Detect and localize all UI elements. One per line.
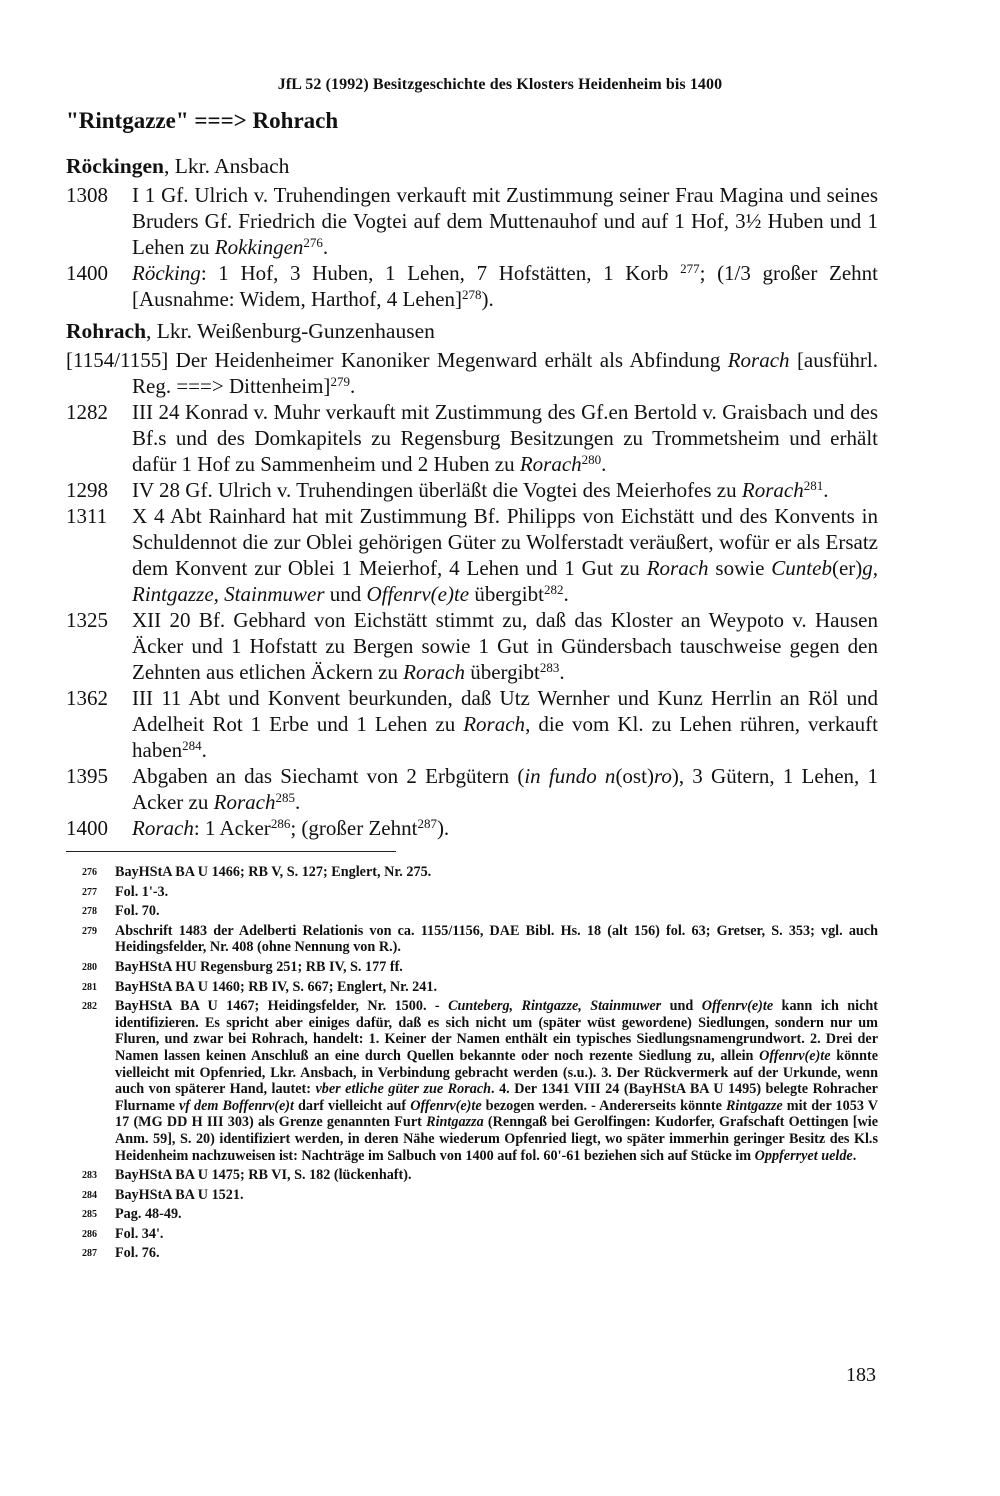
running-head: JfL 52 (1992) Besitzgeschichte des Klosters Heidenheim bis 1400 (277, 76, 723, 93)
footnote-text: darf vielleicht auf (293, 1097, 411, 1114)
footnote-number: 285 (82, 1209, 97, 1221)
footnote-text: (Renngaß bei Gerolfingen: Kudorfer, Grafschaft Oettingen [wie Anm. 59], S. 20) identifiziert werden, in deren Nähe wiederum Opfenried liegt, wo später immerhin geringer Besitz des Kl.s Heidenheim nachzuweisen ist: Nachträge im Salbuch von 1400 auf fol. 60'-61 beziehen sich auf Stücke im (115, 1114, 878, 1164)
footnote-number: 277 (82, 886, 97, 898)
footnote (82, 903, 878, 920)
entries-roeckingen (66, 182, 878, 312)
entry-place-italic: Rorach (463, 712, 526, 736)
footnote-number: 287 (82, 1248, 97, 1260)
entry-text: übergibt (464, 660, 540, 684)
entry-text: (er) (831, 556, 863, 580)
footnote-text: Fol. 70. (115, 903, 160, 920)
footnote-text: BayHStA BA U 1467; Heidingsfelder, Nr. 1500. - (115, 998, 449, 1015)
footnote (82, 923, 878, 956)
entry-tail: . (559, 660, 565, 684)
footnote-number: 284 (82, 1189, 97, 1201)
entry-year: 1325 (66, 608, 108, 632)
entry-tail: . (601, 452, 607, 476)
footnote-text: BayHStA HU Regensburg 251; RB IV, S. 177 ff. (115, 958, 403, 975)
entry-text: Der Heidenheimer Kanoniker Megenward erhält als Abfindung (168, 348, 728, 372)
entry-place-italic: Rokkingen (214, 235, 304, 259)
entry-text: ; (1/3 großer Zehnt [Ausnahme: Widem, Harthof, 4 Lehen] (132, 261, 878, 311)
entry-text: : 1 Hof, 3 Huben, 1 Lehen, 7 Hofstätten, 1 Korb (200, 261, 681, 285)
place-district: , Lkr. Weißenburg-Gunzenhausen (146, 319, 435, 343)
place-name: Röckingen (66, 154, 164, 178)
footnote-ref: 286 (270, 816, 291, 831)
footnote-ref: 287 (417, 816, 437, 831)
entry-place-italic: Cunteb (771, 556, 832, 580)
footnote (82, 864, 878, 881)
entry-text: III 11 Abt und Konvent beurkunden, daß Utz Wernher und Kunz Herrlin an Röl und Adelheit Rot 1 Erbe und 1 Lehen zu (132, 686, 878, 736)
footnote-italic: Oppferryet uelde (754, 1147, 853, 1164)
entry (66, 763, 878, 815)
footnote-italic: Rintgazze (725, 1097, 783, 1114)
entry (66, 260, 878, 312)
footnote-text: BayHStA BA U 1475; RB VI, S. 182 (lückenhaft). (115, 1167, 412, 1184)
place-heading-roeckingen (66, 153, 289, 179)
entry-year: 1400 (66, 816, 108, 840)
footnote-text: . 4. Der 1341 VIII 24 (BayHStA BA U 1495) belegte Rohracher Flurname (115, 1081, 878, 1114)
entry-place-italic: g, Rintgazze, Stainmuwer (132, 556, 879, 606)
footnote (82, 1187, 878, 1204)
footnote (82, 1245, 878, 1262)
footnote-text: . (852, 1147, 857, 1164)
footnote-text: BayHStA BA U 1521. (115, 1186, 244, 1203)
footnote (82, 884, 878, 901)
entry-text: übergibt (469, 582, 544, 606)
entry-tail: ). (481, 287, 494, 311)
entry-place-italic: Rorach (727, 348, 790, 372)
footnote-text: Fol. 34'. (115, 1225, 164, 1242)
footnote-text: mit der 1053 V 17 (MG DD H III 303) als Grenze genannten Furt (115, 1097, 878, 1131)
entry-place-italic: Rorach (519, 452, 582, 476)
entry-year: [1154/1155] (66, 348, 169, 372)
footnote-number: 286 (82, 1228, 97, 1240)
footnote-text: und (661, 998, 702, 1015)
entry-tail: . (563, 582, 569, 606)
footnote-ref: 283 (539, 660, 560, 675)
footnote-number: 281 (82, 981, 97, 993)
footnote-number: 279 (82, 925, 97, 937)
entry-place-italic: Rorach (403, 660, 465, 684)
entry-text: III 24 Konrad v. Muhr verkauft mit Zustimmung des Gf.en Bertold v. Graisbach und des Bf.s und des Domkapitels zu Regensburg Besitzungen zu Trommetsheim und erhält dafür 1 Hof zu Sammenheim und 2 Huben zu (132, 400, 878, 476)
footnote-text: Fol. 76. (115, 1245, 160, 1262)
entry-place-italic: Rorach (213, 790, 276, 814)
footnote-number: 283 (82, 1170, 97, 1182)
footnote-ref: 278 (462, 287, 482, 302)
entry-year: 1395 (66, 764, 108, 788)
footnote-ref: 285 (275, 790, 295, 805)
entry-tail: . (322, 235, 329, 259)
entry-text: Abgaben an das Siechamt von 2 Erbgütern ( (132, 764, 525, 788)
entry-tail: . (294, 790, 301, 814)
entry-text: sowie (708, 556, 772, 580)
entry-text: XII 20 Bf. Gebhard von Eichstätt stimmt zu, daß das Kloster an Weypoto v. Hausen Äcker und 1 Hofstatt zu Bergen sowie 1 Gut in Gündersbach tauschweise gegen den Zehnten aus etlichen Äckern zu (132, 608, 878, 684)
entries-rohrach (66, 347, 878, 841)
footnote-text: BayHStA BA U 1466; RB V, S. 127; Englert, Nr. 275. (115, 864, 432, 880)
footnote (82, 998, 878, 1164)
footnote-italic: vber etliche güter zue Rorach (315, 1081, 492, 1098)
entry-tail: . (823, 478, 829, 502)
entry-place-italic: Rorach (646, 556, 709, 580)
footnote (82, 979, 878, 996)
entry-latin-italic: in fundo n (524, 764, 616, 788)
entry (66, 347, 878, 399)
entry (66, 477, 878, 503)
entry-year: 1282 (66, 400, 108, 424)
footnote-number: 276 (82, 867, 97, 878)
footnote-separator (66, 851, 396, 852)
footnote-italic: Rintgazza (426, 1114, 484, 1131)
entry-year: 1308 (66, 183, 108, 207)
footnote-italic: Offenrv(e)te (701, 998, 774, 1015)
footnote-number: 280 (82, 961, 97, 973)
footnote-italic: Cunteberg, Rintgazze, Stainmuwer (448, 998, 662, 1015)
entry-text: IV 28 Gf. Ulrich v. Truhendingen überläßt die Vogtei des Meierhofes zu (132, 478, 742, 502)
cross-reference-heading: "Rintgazze" ===> Rohrach (66, 108, 339, 133)
footnote-ref: 276 (303, 235, 323, 250)
entry-year: 1311 (66, 504, 108, 528)
footnote-text: BayHStA BA U 1460; RB IV, S. 667; Englert, Nr. 241. (115, 978, 438, 995)
entry-latin-italic: ro (653, 764, 672, 788)
place-heading-rohrach (66, 318, 435, 344)
footnote-italic: Offenrv(e)te (759, 1047, 831, 1064)
entry-text: ), 3 Gütern, 1 Lehen, 1 Acker zu (132, 764, 878, 814)
entry-place-italic: Röcking (132, 261, 201, 285)
entry-year: 1400 (66, 261, 108, 285)
footnotes (82, 864, 878, 1265)
footnote-number: 282 (82, 1001, 97, 1013)
entry-place-italic: Rorach (132, 816, 194, 840)
entry-text: I 1 Gf. Ulrich v. Truhendingen verkauft mit Zustimmung seiner Frau Magina und seines Bruders Gf. Friedrich die Vogtei auf dem Muttenauhof und auf 1 Hof, 3½ Huben und 1 Lehen zu (132, 183, 878, 259)
entry (66, 503, 878, 607)
footnote-italic: Offenrv(e)te (410, 1097, 482, 1114)
place-district: , Lkr. Ansbach (163, 154, 290, 178)
footnote-text: Abschrift 1483 der Adelberti Relationis von ca. 1155/1156, DAE Bibl. Hs. 18 (alt 156) fol. 63; Gretser, S. 353; vgl. auch Heidingsfelder, Nr. 408 (ohne Nennung von R.). (115, 922, 878, 956)
entry-text: [ausführl. Reg. ===> Dittenheim] (132, 348, 878, 398)
entry (66, 685, 878, 763)
footnote-italic: vf dem Boffenrv(e)t (178, 1097, 294, 1114)
entry-text: und (324, 582, 367, 606)
footnote-ref: 279 (330, 374, 350, 389)
entry-tail: . (349, 374, 356, 398)
entry (66, 815, 878, 841)
footnote-text: Pag. 48-49. (115, 1206, 182, 1223)
footnote (82, 959, 878, 976)
footnote-number: 278 (82, 906, 97, 918)
footnote (82, 1167, 878, 1184)
entry-text: , die vom Kl. zu Lehen rühren, verkauft haben (132, 712, 878, 762)
footnote (82, 1226, 878, 1243)
entry-tail: ). (436, 816, 450, 840)
page-number: 183 (846, 1364, 876, 1386)
footnote (82, 1206, 878, 1223)
footnote-ref: 282 (543, 582, 564, 597)
entry (66, 182, 878, 260)
footnote-text: bezogen werden. - Andererseits könnte (481, 1097, 726, 1114)
footnote-ref: 277 (680, 261, 700, 276)
entry-year: 1298 (66, 478, 108, 502)
entry-text: ; (großer Zehnt (290, 816, 418, 840)
entry-text: X 4 Abt Rainhard hat mit Zustimmung Bf. Philipps von Eichstätt und des Konvents in Schuldennot die zur Oblei gehörigen Güter zu Wolferstadt veräußert, wofür er als Ersatz dem Konvent zur Oblei 1 Meierhof, 4 Lehen und 1 Gut zu (132, 504, 878, 580)
entry (66, 607, 878, 685)
entry-text: : 1 Acker (193, 816, 271, 840)
entry-tail: . (201, 738, 207, 762)
footnote-ref: 284 (182, 738, 202, 753)
footnote-text: kann ich nicht identifizieren. Es spricht aber einiges dafür, daß es sich nicht um (später wüst gewordene) Siedlungen, sondern nur um Fluren, und zwar bei Rohrach, handelt: 1. Keiner der Namen enthält ein typisches Siedlungsnamengrundwort. 2. Drei der Namen lassen keinen Anschluß an eine durch Quellen bekannte oder noch rezente Siedlung zu, allein (115, 998, 879, 1064)
entry-place-italic: Rorach (741, 478, 804, 502)
entry (66, 399, 878, 477)
entry-text: (ost) (615, 764, 654, 788)
place-name: Rohrach (66, 319, 147, 343)
entry-year: 1362 (66, 686, 108, 710)
footnote-text: Fol. 1'-3. (115, 883, 169, 900)
entry-place-italic: Offenrv(e)te (366, 582, 470, 606)
footnote-text: könnte vielleicht mit Opfenried, Lkr. Ansbach, in Verbindung gebracht werden (s.u.). 3. Der Rückvermerk auf der Urkunde, wenn auch von späterer Hand, lautet: (115, 1047, 878, 1098)
footnote-ref: 281 (803, 478, 824, 493)
footnote-ref: 280 (581, 452, 602, 467)
